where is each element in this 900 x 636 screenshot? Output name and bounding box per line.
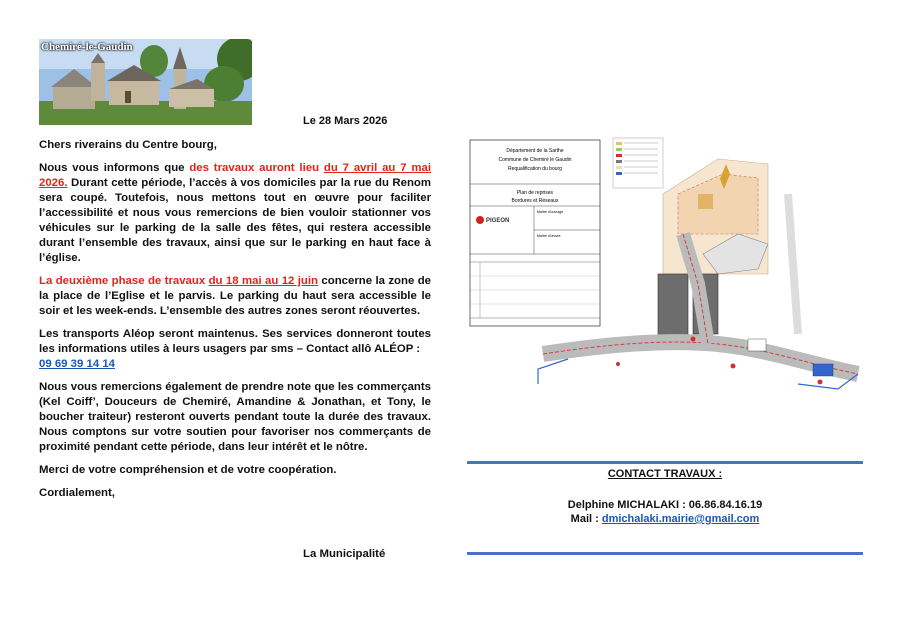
contact-top-rule <box>467 461 863 464</box>
pigeon-logo-text: PIGEON <box>486 218 510 224</box>
plan-title: Plan de reprises <box>516 190 554 196</box>
paragraph-transport: Les transports Aléop seront maintenus. Ses services donneront toutes les informations utiles à leurs usagers par sms – Contact allô ALÉOP : 09 69 39 14 14 <box>39 328 431 370</box>
signature: La Municipalité <box>303 548 386 560</box>
phase-2-dates: du 18 mai au 12 juin <box>208 275 319 287</box>
plan-subtitle: Bordures et Réseaux <box>511 198 559 204</box>
pigeon-logo-icon <box>476 216 484 224</box>
closing-line: Cordialement, <box>39 487 115 499</box>
greeting: Chers riverains du Centre bourg, <box>39 139 217 151</box>
works-plan <box>468 134 864 394</box>
thanks-line: Merci de votre compréhension et de votre coopération. <box>39 464 337 476</box>
plan-moe: Maître d'œuvre <box>537 234 561 238</box>
works-announcement: des travaux auront lieu <box>189 162 320 174</box>
plan-project: Requalification du bourg <box>508 166 562 172</box>
aleop-phone-link[interactable]: 09 69 39 14 14 <box>39 358 116 370</box>
contact-mail-line: Mail : dmichalaki.mairie@gmail.com <box>570 513 760 525</box>
plan-commune: Commune de Chemiré le Gaudin <box>498 157 572 163</box>
paragraph-shops: Nous vous remercions également de prendre note que les commerçants (Kel Coiff’, Douceurs de Chemiré, Amandine & Jonathan, et Tony, le boucher traiteur) resteront ouverts pendant toute la durée des travaux. Nous comptons sur votre soutien pour favoriser nos commerçants de proximité pendant cette période, dans leur intérêt et le nôtre. <box>39 381 431 453</box>
letter-body <box>39 138 431 509</box>
contact-title: CONTACT TRAVAUX : <box>607 468 723 480</box>
phase-2-label: La deuxième phase de travaux <box>39 275 206 287</box>
plan-dept: Département de la Sarthe <box>506 148 564 154</box>
paragraph-phase-1: Nous vous informons que des travaux auront lieu du 7 avril au 7 mai 2026. Durant cette période, l’accès à vos domiciles par la rue du Renom sera coupé. Toutefois, nous mettons tout en œuvre pour faciliter l’accessibilité et nous vous remercions de bien vouloir stationner vos véhicules sur le parking de la salle des fêtes, qui restera accessible durant l’ensemble des travaux, ainsi que sur le parking en haut face à l’église. <box>39 162 432 264</box>
contact-bottom-rule <box>467 552 863 555</box>
phase-1-dates: du 7 avril au 7 mai 2026. <box>39 162 432 189</box>
contact-mail-link[interactable]: dmichalaki.mairie@gmail.com <box>601 513 760 525</box>
village-photo <box>39 39 252 125</box>
plan-moa: Maître d'ouvrage <box>537 210 564 214</box>
contact-box <box>467 461 863 555</box>
contact-name-phone: Delphine MICHALAKI : 06.86.84.16.19 <box>567 499 763 511</box>
letter-date: Le 28 Mars 2026 <box>303 115 388 127</box>
paragraph-phase-2: La deuxième phase de travaux du 18 mai au 12 juin concerne la zone de la place de l’Eglise et le parvis. Le parking du haut sera accessible le soir et les week-ends. L’ensemble des autres zones seront réouvertes. <box>39 275 431 317</box>
photo-caption: Chemiré-le-Gaudin <box>41 41 133 53</box>
